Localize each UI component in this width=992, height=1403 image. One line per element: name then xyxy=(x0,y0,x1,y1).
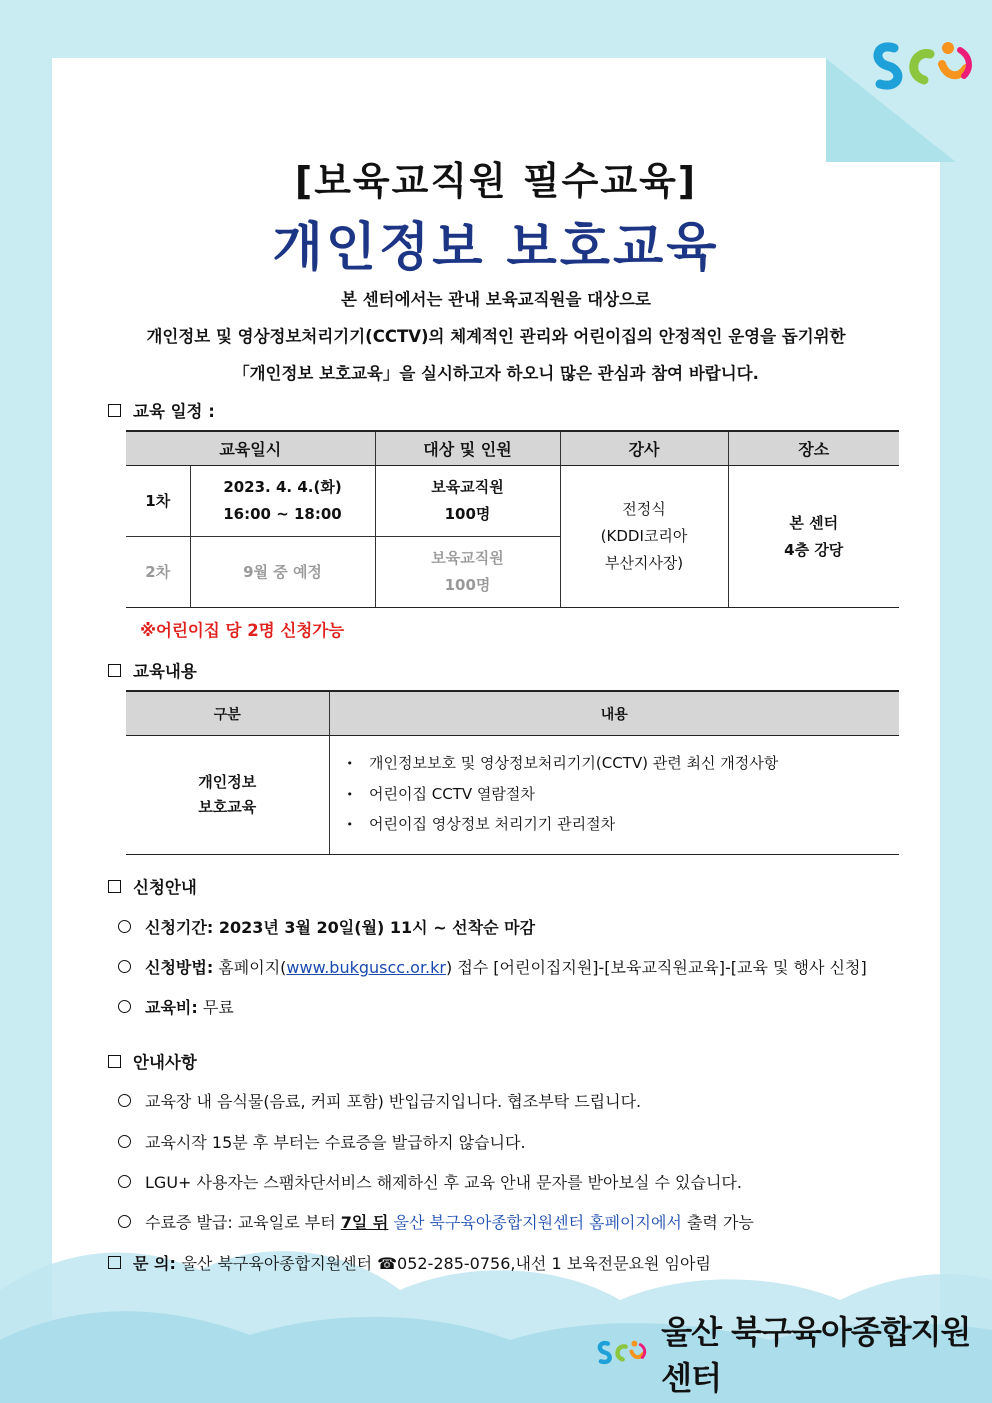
circle-bullet-icon xyxy=(118,1135,131,1148)
checkbox-square-icon xyxy=(108,880,121,893)
col-header-instructor: 강사 xyxy=(560,431,728,466)
list-item: • 어린이집 영상정보 처리기기 관리절차 xyxy=(347,810,899,841)
schedule-table xyxy=(126,430,899,608)
instructor-cell: 전정식 (KDDI코리아 부산지사장) xyxy=(560,466,728,608)
notice-heading: 안내사항 xyxy=(108,1049,197,1073)
place-cell: 본 센터 4층 강당 xyxy=(728,466,899,608)
col-header-category: 구분 xyxy=(126,691,329,736)
inquiry-line: 문 의: 울산 북구육아종합지원센터 ☎052-285-0756,내선 1 보육전문요원 임아림 xyxy=(108,1251,711,1274)
circle-bullet-icon xyxy=(118,1094,131,1107)
round-1-datetime: 2023. 4. 4.(화) 16:00 ~ 18:00 xyxy=(190,466,375,537)
checkbox-square-icon xyxy=(108,664,121,677)
checkbox-square-icon xyxy=(108,1055,121,1068)
footer-center-name: 울산 북구육아종합지원센터 xyxy=(661,1313,971,1397)
contents-table xyxy=(126,690,899,855)
center-logo-icon xyxy=(866,34,986,100)
notice-item-certificate: 수료증 발급: 교육일로 부터 7일 뒤 울산 북구육아종합지원센터 홈페이지에서 출력 가능 xyxy=(118,1210,754,1233)
round-2-target: 보육교직원 100명 xyxy=(375,537,560,608)
circle-bullet-icon xyxy=(118,1215,131,1228)
round-2: 2차 xyxy=(126,537,190,608)
title-line1: [보육교직원 필수교육] xyxy=(294,159,698,203)
center-logo-icon xyxy=(594,1324,653,1382)
list-item: • 개인정보보호 및 영상정보처리기기(CCTV) 관련 최신 개정사항 xyxy=(347,749,899,780)
intro-line3: 「개인정보 보호교육」을 실시하고자 하오니 많은 관심과 참여 바랍니다. xyxy=(233,364,759,383)
checkbox-square-icon xyxy=(108,1256,121,1269)
notice-item-2: 교육시작 15분 후 부터는 수료증을 발급하지 않습니다. xyxy=(118,1130,526,1153)
intro-line2: 개인정보 및 영상정보처리기기(CCTV)의 체계적인 관리와 어린이집의 안정적인 운영을 돕기위한 xyxy=(146,327,846,346)
contents-heading: 교육내용 xyxy=(108,658,197,682)
list-item: • 어린이집 CCTV 열람절차 xyxy=(347,780,899,811)
schedule-heading: 교육 일정 : xyxy=(108,398,215,422)
round-1: 1차 xyxy=(126,466,190,537)
title-line2: 개인정보 보호교육 xyxy=(272,218,720,278)
application-limit-note: ※어린이집 당 2명 신청가능 xyxy=(140,621,345,640)
checkbox-square-icon xyxy=(108,404,121,417)
application-period: 신청기간: 2023년 3월 20일(월) 11시 ~ 선착순 마감 xyxy=(118,915,535,938)
col-header-place: 장소 xyxy=(728,431,899,466)
footer-logo xyxy=(594,1313,992,1397)
category-cell: 개인정보 보호교육 xyxy=(126,736,329,855)
col-header-target: 대상 및 인원 xyxy=(375,431,560,466)
application-heading: 신청안내 xyxy=(108,874,197,898)
content-list xyxy=(331,749,899,841)
circle-bullet-icon xyxy=(118,960,131,973)
round-2-datetime: 9월 중 예정 xyxy=(190,537,375,608)
content-cell xyxy=(329,736,899,855)
col-header-content: 내용 xyxy=(329,691,899,736)
homepage-link[interactable]: www.bukguscc.or.kr xyxy=(286,958,446,977)
circle-bullet-icon xyxy=(118,1175,131,1188)
application-fee: 교육비: 무료 xyxy=(118,995,234,1018)
circle-bullet-icon xyxy=(118,1000,131,1013)
circle-bullet-icon xyxy=(118,920,131,933)
intro-line1: 본 센터에서는 관내 보육교직원을 대상으로 xyxy=(341,290,651,309)
notice-item-3: LGU+ 사용자는 스팸차단서비스 해제하신 후 교육 안내 문자를 받아보실 수 있습니다. xyxy=(118,1170,742,1193)
notice-item-1: 교육장 내 음식물(음료, 커피 포함) 반입금지입니다. 협조부탁 드립니다. xyxy=(118,1089,641,1112)
application-method: 신청방법: 홈페이지(www.bukguscc.or.kr) 접수 [어린이집지원]-[보육교직원교육]-[교육 및 행사 신청] xyxy=(118,955,867,978)
round-1-target: 보육교직원 100명 xyxy=(375,466,560,537)
col-header-date: 교육일시 xyxy=(126,431,375,466)
